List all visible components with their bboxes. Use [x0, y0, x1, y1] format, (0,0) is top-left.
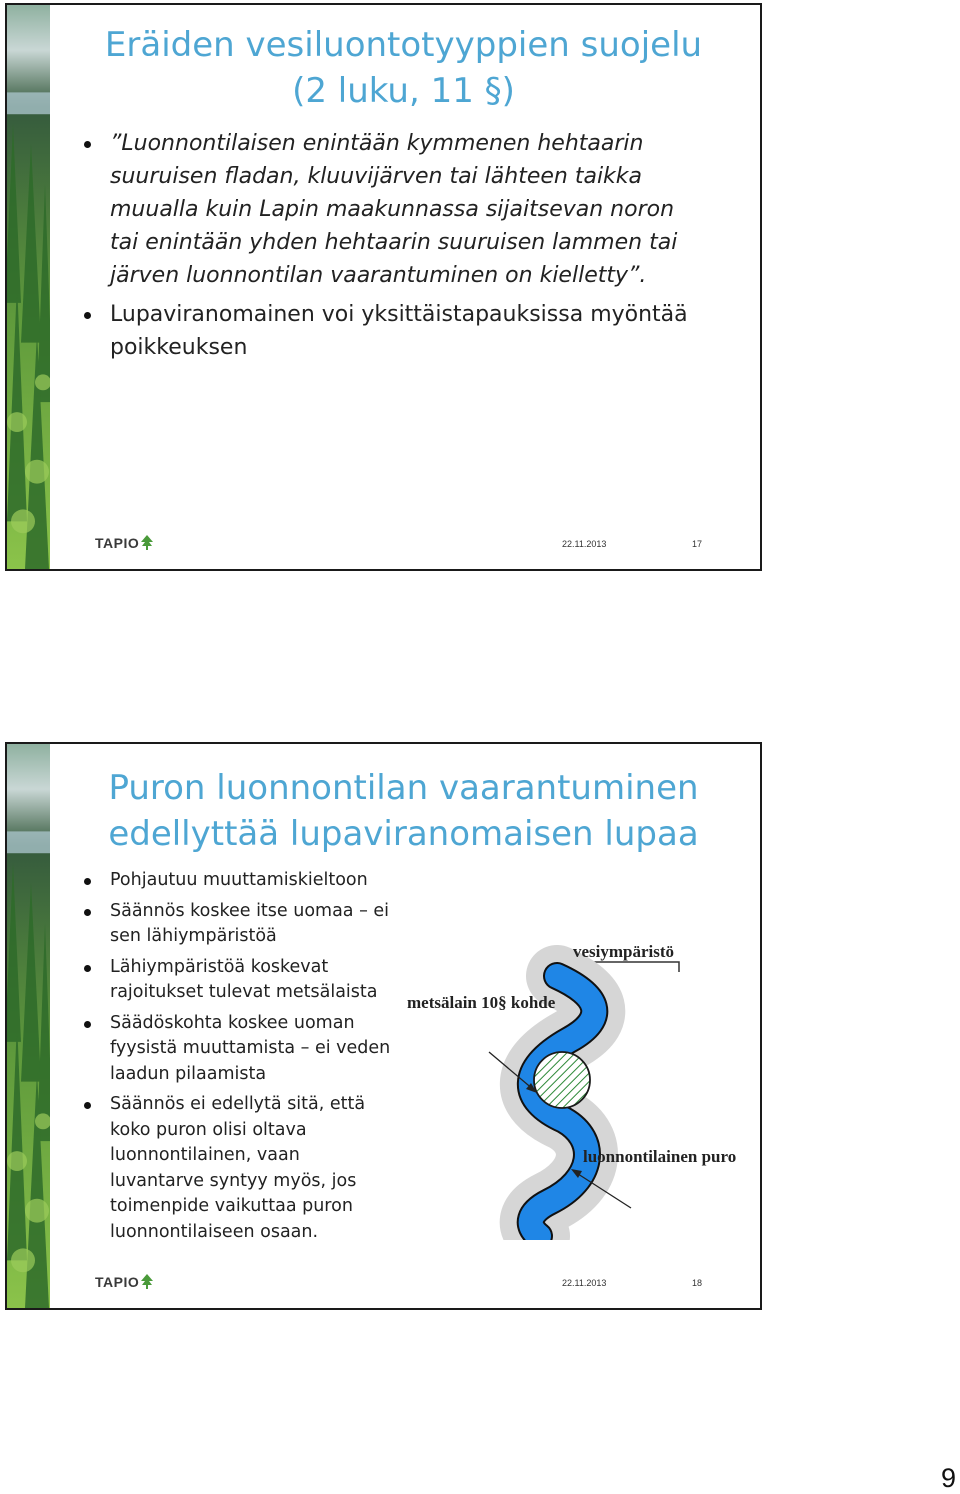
environment-label: vesiympäristö: [573, 942, 675, 961]
slide-title: [67, 766, 740, 858]
tree-icon: [141, 535, 153, 551]
logo-text: TAPIO: [95, 535, 140, 551]
slide-title-line-2: (2 luku, 11 §): [292, 70, 515, 111]
list-item: ”Luonnontilaisen enintään kymmenen hehtaarin suuruisen fladan, kluuvijärven tai lähteen taikka muualla kuin Lapin maakunnassa sijaitsevan noron tai enintään yhden hehtaarin suuruisen lammen tai järven luonnontilan vaarantuminen on kielletty”.: [80, 127, 700, 292]
bullet-list: [80, 868, 395, 1250]
document-page-number: 9: [940, 1463, 956, 1493]
slide-footer: [7, 1268, 760, 1290]
slide-title-line-2: edellyttää lupaviranomaisen lupaa: [108, 813, 699, 854]
list-item: Säädöskohta koskee uoman fyysistä muuttamista – ei veden laadun pilaamista: [80, 1011, 395, 1088]
slide-title-line-1: Puron luonnontilan vaarantuminen: [108, 768, 699, 808]
slide-date: 22.11.2013: [562, 539, 607, 549]
slide-number: 18: [692, 1278, 703, 1288]
stream-diagram: [399, 940, 762, 1240]
forest-strip-image: [7, 744, 50, 1308]
list-item: Pohjautuu muuttamiskieltoon: [80, 868, 395, 894]
slide-18: [5, 742, 762, 1310]
list-item: Säännös ei edellytä sitä, että koko puron olisi oltava luonnontilainen, vaan luvantarve syntyy myös, jos toimenpide vaikuttaa puron luonnontilaiseen osaan.: [80, 1092, 395, 1245]
list-item: Säännös koskee itse uomaa – ei sen lähiympäristöä: [80, 899, 395, 950]
slide-footer: [7, 529, 760, 551]
list-item: Lupaviranomainen voi yksittäistapauksissa myöntää poikkeuksen: [80, 298, 700, 364]
target-label: metsälain 10§ kohde: [407, 993, 556, 1012]
tapio-logo: [95, 1274, 153, 1290]
stream-label: luonnontilainen puro: [583, 1147, 737, 1166]
bullet-list: [80, 127, 700, 364]
slide-date: 22.11.2013: [562, 1278, 607, 1288]
stream-diagram-graphic: [399, 940, 762, 1240]
tree-icon: [141, 1274, 153, 1290]
tapio-logo: [95, 535, 153, 551]
slide-17: [5, 3, 762, 571]
list-item: Lähiympäristöä koskevat rajoitukset tulevat metsälaista: [80, 955, 395, 1006]
slide-title-line-1: Eräiden vesiluontotyyppien suojelu: [104, 25, 703, 65]
logo-text: TAPIO: [95, 1274, 140, 1290]
forest-strip-image: [7, 5, 50, 569]
slide-title: [67, 23, 740, 115]
slide-number: 17: [692, 539, 703, 549]
protected-area-circle: [534, 1052, 590, 1108]
